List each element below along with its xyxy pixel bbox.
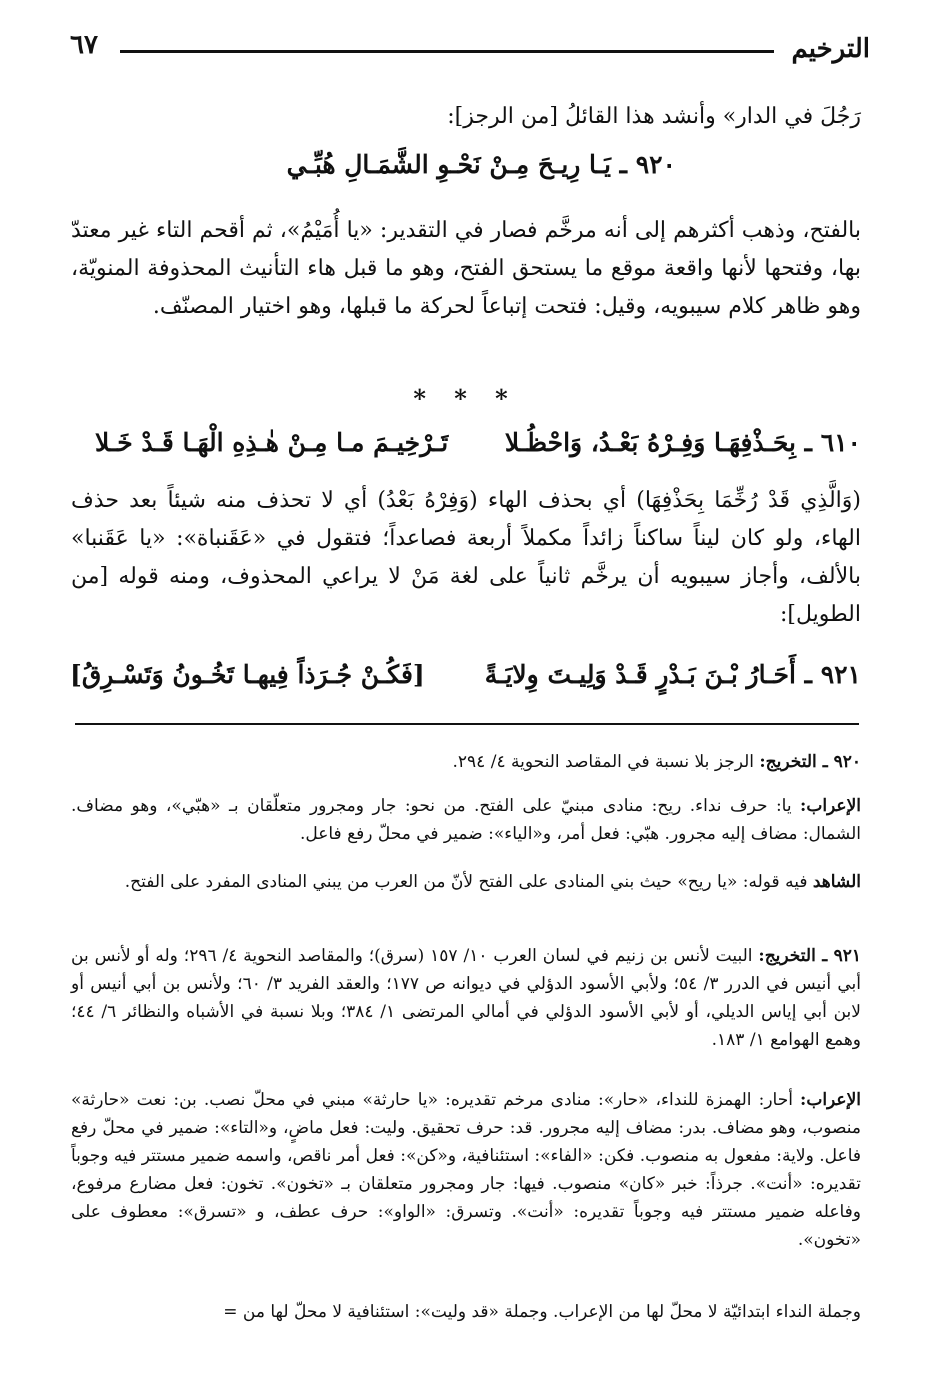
verse-610-hemistich-1: ٦١٠ ـ بِحَـذْفِهَـا وَفِـرْهُ بَعْـدُ، وَاحْظُـلا	[504, 428, 861, 457]
section-divider-stars: * * *	[413, 384, 518, 413]
page-number: ٦٧	[70, 30, 98, 60]
header-rule	[120, 50, 774, 53]
paragraph-text: بالفتح، وذهب أكثرهم إلى أنه مرخَّم فصار في التقدير: «يا أُمَيْمُ»، ثم أقحم التاء غير معتدّ بها، وفتحها لأنها واقعة موقع ما يستحق الفتح، وهو ما قبل هاء التأنيث المحذوفة المنويّة، وهو ظاهر كلام سيبويه، وقيل: فتحت إتباعاً لحركة ما قبلها، وهو اختيار المصنّف.	[71, 218, 861, 319]
footnote-label: الإعراب:	[800, 796, 861, 816]
footnote-text: أحار: الهمزة للنداء، «حار»: منادى مرخم تقديره: «يا حارثة» مبني في محلّ نصب. بن: نعت «حارثة» منصوب، وهو مضاف. بدر: مضاف إليه مجرور. قد: حرف تحقيق. وليت: فعل ماضٍ، و«التاء»: ضمير في محلّ رفع فاعل. ولاية: مفعول به منصوب. فكن: «الفاء»: استئنافية، و«كن»: فعل أمر ناقص، واسمه ضمير مستتر فيه وجوباً تقديره: «أنت». جرذاً: خبر «كان» منصوب. فيها: جار ومجرور متعلقان بـ «تخون». تخون: فعل مضارع مرفوع، وفاعله ضمير مستتر فيه وجوباً تقديره: «أنت». وتسرق: «الواو»: حرف عطف، و «تسرق»: معطوف على «تخون».	[71, 1090, 861, 1250]
footnote-921-irab	[71, 1086, 861, 1254]
footnote-label: ٩٢١ ـ التخريج:	[758, 946, 861, 966]
footnote-text: فيه قوله: «يا ريح» حيث بني المنادى على الفتح لأنّ من العرب من يبني المنادى المفرد على الفتح.	[124, 872, 813, 892]
footnote-text: البيت لأنس بن زنيم في لسان العرب ١٠/ ١٥٧ (سرق)؛ والمقاصد النحوية ٤/ ٢٩٦؛ وله أو لأنس بن أبي أنيس في الدرر ٣/ ٥٤؛ ولأبي الأسود الدؤلي في ديوانه ص ١٧٧؛ والعقد الفريد ٣/ ٦٠؛ ولأنس بن أبي أنيس أو لابن أبي إياس الديلي، أو لأبي الأسود الدؤلي في أمالي المرتضى ١/ ٣٨٤؛ وبلا نسبة في الأشباه والنظائر ٦/ ٤٤؛ وهمع الهوامع ١/ ١٨٣.	[71, 946, 861, 1050]
body-line-1	[71, 98, 861, 136]
paragraph-2	[71, 482, 861, 634]
footnote-920-takhrij	[71, 748, 861, 776]
footnote-text: الرجز بلا نسبة في المقاصد النحوية ٤/ ٢٩٤.	[452, 752, 760, 772]
verse-921-hemistich-1: ٩٢١ ـ أَحَـارُ بْـنَ بَـدْرٍ قَـدْ وَلِيـتَ وِلايَـةً	[484, 660, 861, 689]
footnote-920-irab	[71, 792, 861, 848]
footnote-label: الإعراب:	[800, 1090, 861, 1110]
footnote-920-shahid	[71, 868, 861, 896]
footnote-921-takhrij	[71, 942, 861, 1054]
footnote-separator	[75, 723, 859, 725]
paragraph-1	[71, 212, 861, 326]
verse-610-hemistich-2: تَـرْخِيـمَ مـا مِـنْ هٰـذِهِ الْهَـا قَـدْ خَـلا	[95, 428, 449, 457]
footnote-text: يا: حرف نداء. ريح: منادى مبنيّ على الفتح. من نحو: جار ومجرور متعلّقان بـ «هبّي»، وهو مضاف. الشمال: مضاف إليه مجرور. هبّي: فعل أمر، و«الياء»: ضمير في محلّ رفع فاعل.	[71, 796, 861, 844]
chapter-title: الترخيم	[791, 34, 870, 64]
footnote-label: ٩٢٠ ـ التخريج:	[759, 752, 861, 772]
footnote-label: الشاهد	[812, 872, 861, 892]
footnote-921-jumla	[71, 1298, 861, 1326]
verse-921-hemistich-2: [فَكُـنْ جُـرَذاً فِيهـا تَخُـونُ وَتَسْـرِقُ]	[70, 660, 425, 689]
verse-920: ٩٢٠ ـ يَـا رِيـحَ مِـنْ نَحْـوِ الشَّمَـالِ هُبِّـي	[286, 150, 676, 179]
text-line: رَجُلَ في الدار» وأنشد هذا القائلُ [من الرجز]:	[447, 104, 861, 129]
paragraph-text: (وَالَّذِي قَدْ رُخِّمَا بِحَذْفِهَا) أي بحذف الهاء (وَفِرْهُ بَعْدُ) أي لا تحذف منه شيئاً بعد حذف الهاء، ولو كان ليناً ساكناً زائداً مكملاً أربعة فصاعداً؛ فتقول في «عَقَنباة»: «يا عَقَنبا» بالألف، وأجاز سيبويه أن يرخَّم ثانياً على لغة مَنْ لا يراعي المحذوف، ومنه قوله [من الطويل]:	[71, 488, 861, 627]
footnote-text: وجملة النداء ابتدائيّة لا محلّ لها من الإعراب. وجملة «قد وليت»: استئنافية لا محلّ لها من =	[223, 1302, 861, 1322]
running-header	[70, 28, 870, 68]
